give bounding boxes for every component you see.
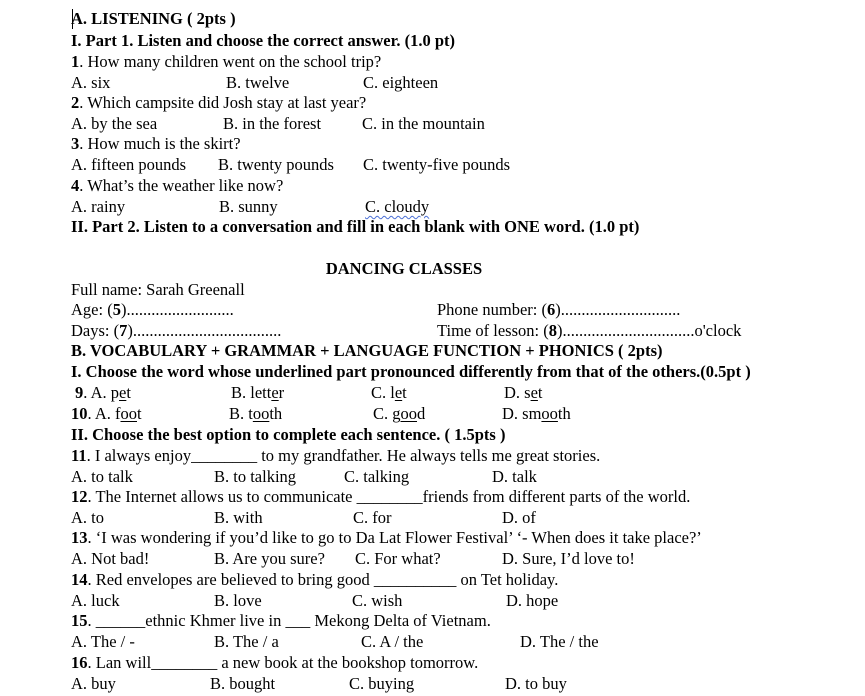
question-text: . The Internet allows us to communicate ________friends from different parts of the world. <box>87 487 691 506</box>
question-15 <box>71 611 491 631</box>
question-number: 12 <box>71 487 88 506</box>
question-number: 14 <box>71 570 88 589</box>
question-14 <box>71 570 558 590</box>
question-text: . How many children went on the school trip? <box>79 52 382 71</box>
question-10-option-d <box>502 404 571 424</box>
pronunciation-heading: I. Choose the word whose underlined part pronounced differently from that of the others.(0.5pt ) <box>71 362 751 381</box>
question-10-option-a <box>71 404 142 424</box>
word-part: C. g <box>373 404 401 423</box>
word-part: t <box>126 383 131 402</box>
time-field <box>437 321 741 341</box>
question-13 <box>71 528 702 548</box>
underlined-part: oo <box>252 404 270 423</box>
option-b: B. love <box>214 591 262 610</box>
option-d: D. The / the <box>520 632 599 651</box>
question-number: 13 <box>71 528 88 547</box>
question-number: 16 <box>71 653 88 672</box>
word-part: C. l <box>371 383 395 402</box>
blank-dots: )................................o'clock <box>556 321 742 340</box>
option-c: C. For what? <box>355 549 441 568</box>
option-c: C. wish <box>352 591 403 610</box>
option-b: B. in the forest <box>223 114 322 133</box>
option-c: C. buying <box>349 674 415 693</box>
question-text: . I always enjoy________ to my grandfather. He always tells me great stories. <box>86 446 601 465</box>
word-part: t <box>537 383 543 402</box>
question-text: . ______ethnic Khmer live in ___ Mekong Delta of Vietnam. <box>87 611 491 630</box>
blank-number: 8 <box>548 321 557 340</box>
word-part: t <box>402 383 407 402</box>
field-label: Age: ( <box>71 300 113 319</box>
question-number: 1 <box>71 52 80 71</box>
question-text: . Lan will________ a new book at the bookshop tomorrow. <box>87 653 479 672</box>
form-title: DANCING CLASSES <box>325 259 483 278</box>
days-field <box>71 321 281 341</box>
option-a: A. six <box>71 73 111 92</box>
grammar-heading: II. Choose the best option to complete each sentence. ( 1.5pts ) <box>71 425 506 444</box>
phone-field <box>437 300 680 320</box>
part2-heading: II. Part 2. Listen to a conversation and fill in each blank with ONE word. (1.0 pt) <box>71 217 640 236</box>
question-3 <box>71 134 241 154</box>
section-heading-listening: A. LISTENING ( 2pts ) <box>71 9 236 28</box>
question-number: 2 <box>71 93 80 112</box>
underlined-part: e <box>394 383 403 402</box>
underlined-part: oo <box>541 404 558 423</box>
option-d: D. to buy <box>505 674 567 693</box>
word-part: D. s <box>504 383 531 402</box>
option-c: C. A / the <box>361 632 424 651</box>
option-b: B. sunny <box>219 197 278 216</box>
question-number: 11 <box>71 446 87 465</box>
underlined-part: e <box>530 383 538 402</box>
option-a: A. rainy <box>71 197 126 216</box>
underlined-part: oo <box>400 404 418 423</box>
question-number: 15 <box>71 611 88 630</box>
question-9-option-c <box>371 383 407 403</box>
question-10-option-c <box>373 404 425 424</box>
field-label: Phone number: ( <box>437 300 547 319</box>
word-part: r <box>278 383 285 402</box>
option-b: B. bought <box>210 674 276 693</box>
question-number: 10 <box>71 404 88 423</box>
word-part: D. sm <box>502 404 542 423</box>
blank-number: 6 <box>546 300 556 319</box>
option-d: D. Sure, I’d love to! <box>502 549 635 568</box>
option-b: B. to talking <box>214 467 297 486</box>
option-c: C. in the mountain <box>362 114 485 133</box>
option-b: B. twelve <box>226 73 290 92</box>
option-c: C. eighteen <box>363 73 439 92</box>
option-a: A. to <box>71 508 104 527</box>
section-heading-vocabulary: B. VOCABULARY + GRAMMAR + LANGUAGE FUNCTION + PHONICS ( 2pts) <box>71 341 663 360</box>
field-label: Days: ( <box>71 321 120 340</box>
word-part: . A. f <box>87 404 121 423</box>
option-c: C. talking <box>344 467 410 486</box>
question-9-option-a <box>75 383 131 403</box>
part1-heading: I. Part 1. Listen and choose the correct answer. (1.0 pt) <box>71 31 456 50</box>
option-a: A. fifteen pounds <box>71 155 187 174</box>
option-a: A. buy <box>71 674 116 693</box>
blank-number: 7 <box>119 321 128 340</box>
word-part: . A. p <box>83 383 120 402</box>
age-field <box>71 300 234 320</box>
word-part: t <box>137 404 142 423</box>
option-b: B. twenty pounds <box>218 155 334 174</box>
option-b: B. Are you sure? <box>214 549 325 568</box>
option-a: A. Not bad! <box>71 549 150 568</box>
full-name-line: Full name: Sarah Greenall <box>71 280 245 299</box>
question-16 <box>71 653 478 673</box>
question-number: 9 <box>75 383 84 402</box>
word-part: d <box>417 404 426 423</box>
option-b: B. The / a <box>214 632 279 651</box>
option-b: B. with <box>214 508 263 527</box>
blank-dots: )............................. <box>555 300 681 319</box>
question-text: . Red envelopes are believed to bring good __________ on Tet holiday. <box>87 570 559 589</box>
word-part: B. t <box>229 404 253 423</box>
option-a: A. luck <box>71 591 120 610</box>
question-4 <box>71 176 283 196</box>
option-c: C. cloudy <box>365 197 430 216</box>
underlined-part: e <box>119 383 127 402</box>
question-text: . How much is the skirt? <box>79 134 241 153</box>
word-part: B. lett <box>231 383 272 402</box>
question-9-option-d <box>504 383 543 403</box>
option-a: A. to talk <box>71 467 133 486</box>
question-text: . What’s the weather like now? <box>79 176 284 195</box>
option-c: C. for <box>353 508 392 527</box>
question-text: . Which campsite did Josh stay at last year? <box>79 93 367 112</box>
question-number: 4 <box>71 176 80 195</box>
question-number: 3 <box>71 134 80 153</box>
field-label: Time of lesson: ( <box>437 321 549 340</box>
word-part: th <box>269 404 283 423</box>
underlined-part: e <box>271 383 279 402</box>
option-a: A. The / - <box>71 632 135 651</box>
option-d: D. hope <box>506 591 559 610</box>
question-11 <box>71 446 600 466</box>
blank-dots: ).................................... <box>127 321 282 340</box>
option-a: A. by the sea <box>71 114 158 133</box>
question-1 <box>71 52 381 72</box>
option-d: D. talk <box>492 467 537 486</box>
option-d: D. of <box>502 508 536 527</box>
option-c: C. twenty-five pounds <box>363 155 511 174</box>
question-text: . ‘I was wondering if you’d like to go to Da Lat Flower Festival’ ‘- When does it take place?’ <box>87 528 702 547</box>
question-12 <box>71 487 690 507</box>
question-2 <box>71 93 366 113</box>
underlined-part: oo <box>120 404 137 423</box>
question-9-option-b <box>231 383 284 403</box>
blank-number: 5 <box>112 300 121 319</box>
blank-dots: ).......................... <box>120 300 234 319</box>
word-part: th <box>557 404 571 423</box>
question-10-option-b <box>229 404 282 424</box>
